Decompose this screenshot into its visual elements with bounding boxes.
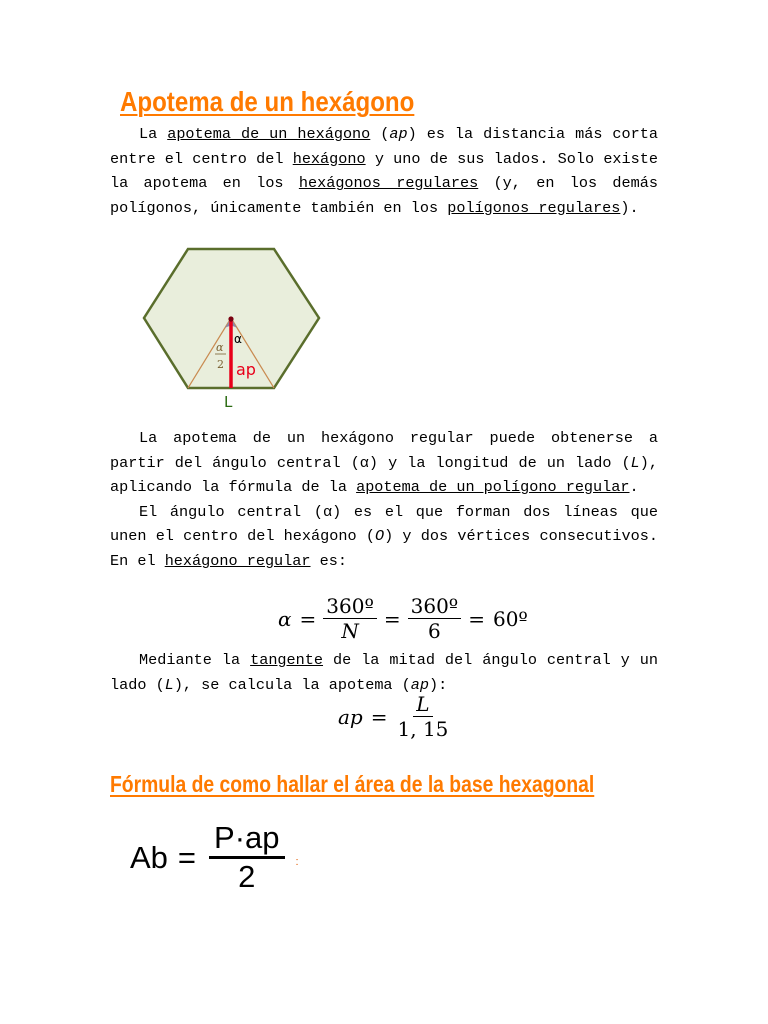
half-angle-den: 2 [217, 358, 224, 371]
link-apotema-hexagono[interactable]: apotema de un hexágono [167, 125, 371, 143]
alpha-label: α [234, 332, 242, 346]
paragraph-tangent: Mediante la tangente de la mitad del ángulo central y un lado (L), se calcula la apotema (ap): [110, 651, 658, 694]
link-hexagono[interactable]: hexágono [292, 149, 366, 168]
half-angle-num: α [216, 341, 224, 354]
link-hexagono-regular[interactable]: hexágono regular [164, 551, 311, 570]
link-hexagonos-regulares[interactable]: hexágonos regulares [298, 174, 479, 193]
section-title-apotema: Apotema de un hexágono [120, 86, 415, 117]
link-poligonos-regulares[interactable]: polígonos regulares [447, 198, 621, 217]
side-label: L [224, 393, 233, 410]
apothem-label: ap [236, 360, 256, 379]
center-point [228, 316, 233, 321]
section-title-area: Fórmula de como hallar el área de la base hexagonal [110, 771, 595, 797]
formula-apothem: ap = $\frac{L}{1, 15}$ [338, 692, 449, 741]
paragraph-definition: La apotema de un hexágono (ap) es la distancia más corta entre el centro del hexágono y uno de sus lados. Solo existe la apotema en los hexágonos regulares (y, en los demás polígonos, únicamente también en los polígonos regulares). [110, 125, 658, 217]
link-apotema-poligono-regular[interactable]: apotema de un polígono regular [356, 478, 630, 497]
link-tangente[interactable]: tangente [250, 651, 324, 669]
paragraph-central-angle: La apotema de un hexágono regular puede obtenerse a partir del ángulo central (α) y la longitud de un lado (L), aplicando la fórmula de la apotema de un polígono regular. El ángulo central (α) es el que forman dos líneas que unen el centro del hexágono (O) y dos vértices consecutivos. En el hexágono regular es: [110, 429, 659, 570]
hexagon-apothem-diagram [138, 244, 328, 410]
formula-base-area: Ab = $\frac{P\cdot ap}{2}$ : [130, 820, 299, 894]
formula-central-angle: α = $\frac{\text{360º}}{N}$ = $\frac{\text{360º}}{6}$ = 60º [278, 594, 528, 643]
